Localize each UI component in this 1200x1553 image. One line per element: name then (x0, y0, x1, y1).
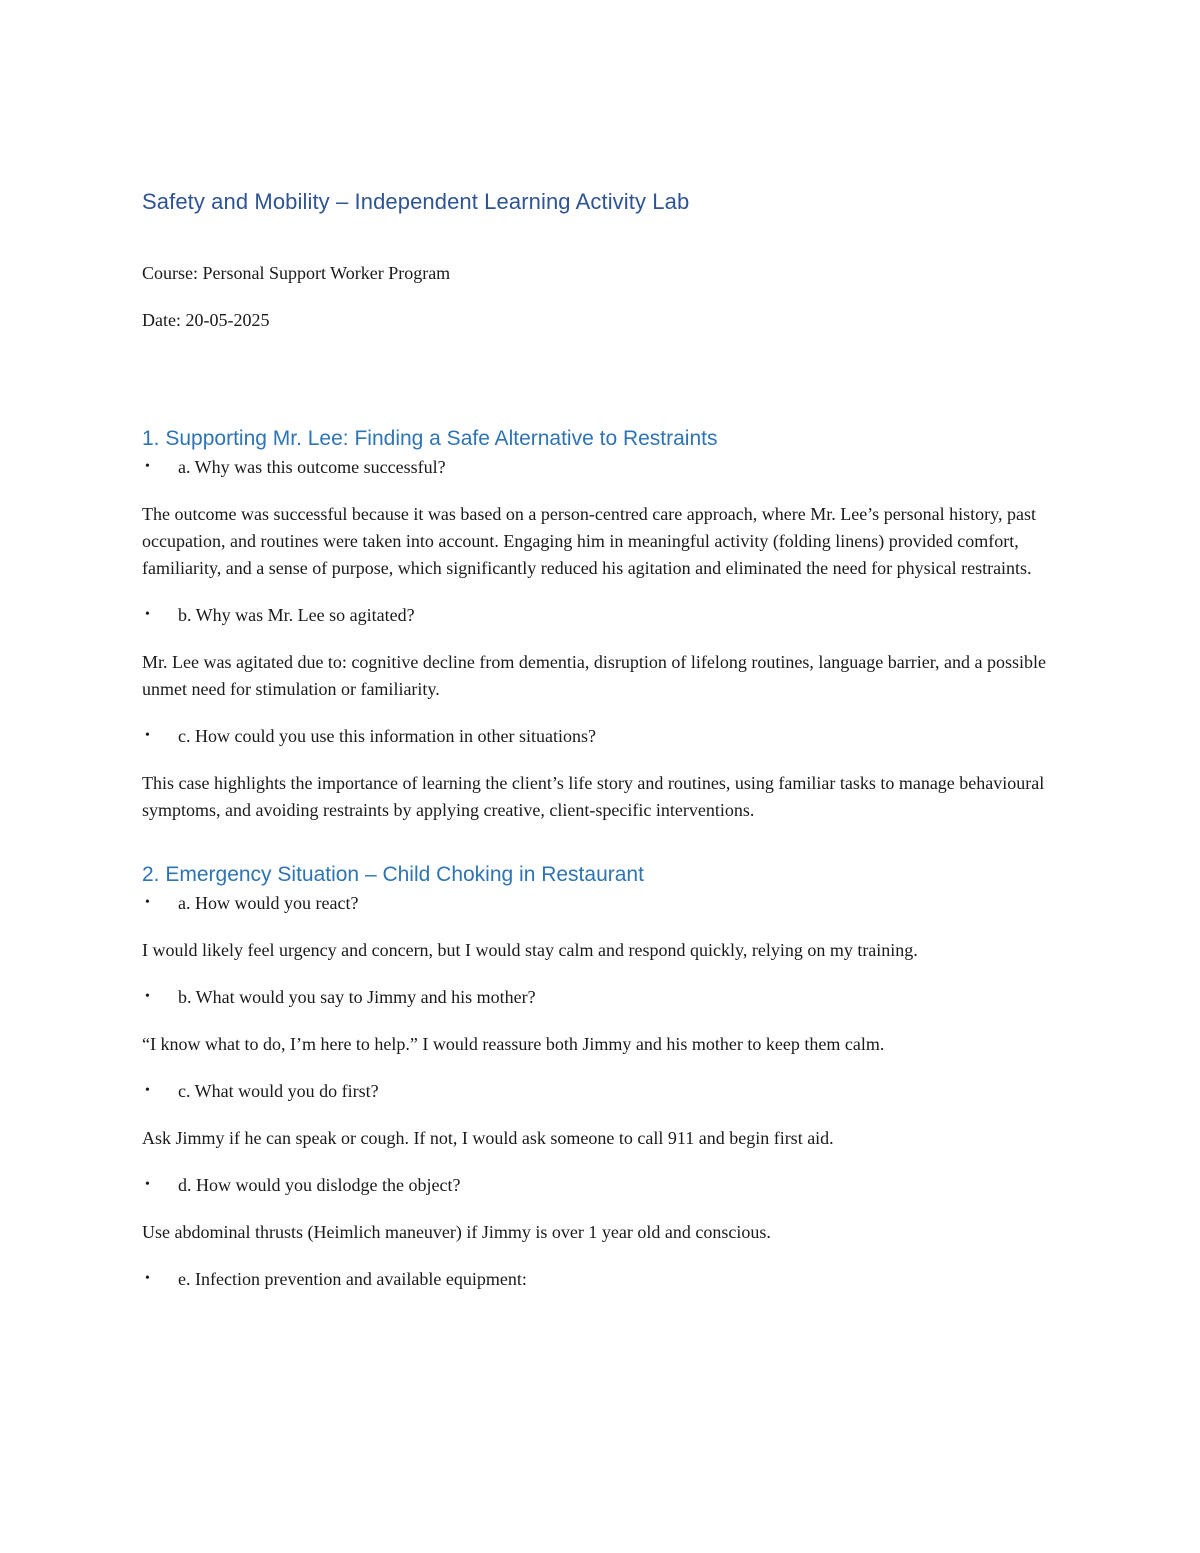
section-2-heading: 2. Emergency Situation – Child Choking in Restaurant (142, 863, 644, 886)
question-2a (142, 890, 1057, 916)
answer-2d: Use abdominal thrusts (Heimlich maneuver) if Jimmy is over 1 year old and conscious. (142, 1222, 771, 1242)
question-2c-text: c. What would you do first? (178, 1081, 379, 1101)
section-2 (142, 860, 1057, 1292)
section-1-heading: 1. Supporting Mr. Lee: Finding a Safe Alternative to Restraints (142, 427, 718, 450)
answer-1c: This case highlights the importance of learning the client’s life story and routines, using familiar tasks to manage behavioural symptoms, and avoiding restraints by applying creative, client-specific interventions. (142, 773, 1045, 820)
answer-1a: The outcome was successful because it was based on a person-centred care approach, where Mr. Lee’s personal history, past occupation, and routines were taken into account. Engaging him in meaningful activity (folding linens) provided comfort, familiarity, and a sense of purpose, which significantly reduced his agitation and eliminated the need for physical restraints. (142, 504, 1036, 578)
question-1a-text: a. Why was this outcome successful? (178, 457, 446, 477)
question-1a (142, 454, 1057, 480)
question-2a-text: a. How would you react? (178, 893, 359, 913)
bullet-icon: • (145, 607, 150, 622)
question-1b-text: b. Why was Mr. Lee so agitated? (178, 605, 415, 625)
bullet-icon: • (145, 1271, 150, 1286)
question-2e (142, 1266, 1057, 1292)
question-2b-text: b. What would you say to Jimmy and his mother? (178, 987, 536, 1007)
spacer (142, 844, 1057, 860)
document-page (142, 186, 1057, 1313)
question-1c (142, 723, 1057, 749)
answer-2c: Ask Jimmy if he can speak or cough. If not, I would ask someone to call 911 and begin first aid. (142, 1128, 834, 1148)
question-1b (142, 602, 1057, 628)
bullet-icon: • (145, 728, 150, 743)
question-2d (142, 1172, 1057, 1198)
document-title: Safety and Mobility – Independent Learning Activity Lab (142, 189, 690, 214)
bullet-icon: • (145, 1177, 150, 1192)
question-1c-text: c. How could you use this information in other situations? (178, 726, 596, 746)
bullet-icon: • (145, 1083, 150, 1098)
question-2d-text: d. How would you dislodge the object? (178, 1175, 461, 1195)
answer-2a: I would likely feel urgency and concern, but I would stay calm and respond quickly, relying on my training. (142, 940, 918, 960)
answer-1b: Mr. Lee was agitated due to: cognitive decline from dementia, disruption of lifelong routines, language barrier, and a possible unmet need for stimulation or familiarity. (142, 652, 1047, 699)
spacer (142, 354, 1057, 424)
bullet-icon: • (145, 459, 150, 474)
question-2e-text: e. Infection prevention and available equipment: (178, 1269, 527, 1289)
bullet-icon: • (145, 895, 150, 910)
section-1 (142, 424, 1057, 824)
course-line: Course: Personal Support Worker Program (142, 263, 451, 283)
question-2c (142, 1078, 1057, 1104)
bullet-icon: • (145, 989, 150, 1004)
date-line: Date: 20-05-2025 (142, 310, 270, 330)
question-2b (142, 984, 1057, 1010)
answer-2b: “I know what to do, I’m here to help.” I would reassure both Jimmy and his mother to keep them calm. (142, 1034, 885, 1054)
